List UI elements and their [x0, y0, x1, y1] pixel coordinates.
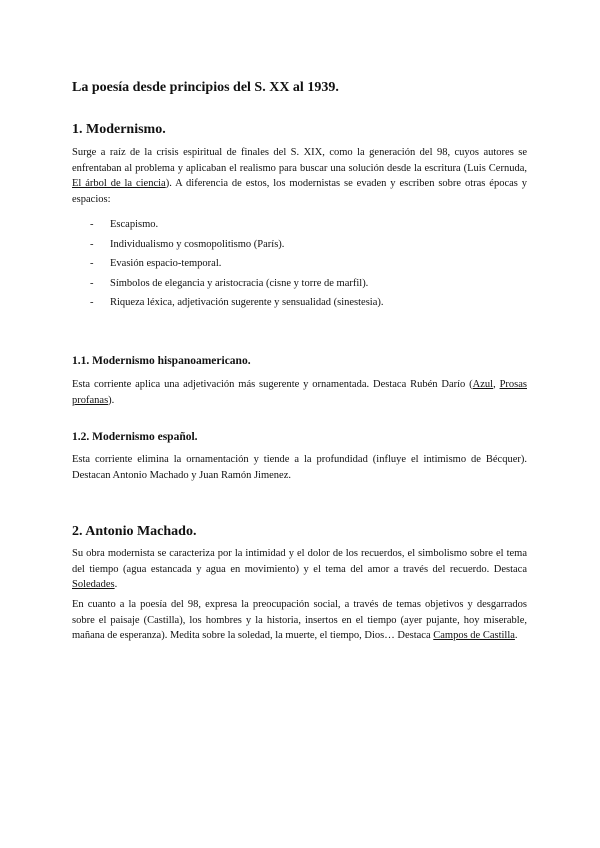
- modernismo-intro-paragraph: [72, 145, 527, 207]
- list-item: - Escapismo.: [90, 217, 510, 237]
- machado-paragraph-1: [72, 546, 527, 593]
- hispano-sep: ,: [493, 379, 500, 390]
- section-heading-hispanoamericano: 1.1. Modernismo hispanoamericano.: [72, 355, 251, 367]
- modernismo-feature-list: [90, 217, 510, 315]
- intro-text-a: Surge a raíz de la crisis espiritual de finales del S. XIX, como la generación del 98, cuyos autores se enfrentaban al problema y aplicaban el realismo para buscar una solución desde la escritura (Luis Cernuda,: [72, 147, 527, 174]
- machado-paragraph-2: [72, 597, 527, 644]
- list-item: - Evasión espacio-temporal.: [90, 256, 510, 276]
- machado-p2-text-a: En cuanto a la poesía del 98, expresa la preocupación social, a través de temas objetivos y desgarrados sobre el paisaje (Castilla), los hombres y la historia, insertos en el tiempo (ayer pujante, hoy miserable, mañana de esperanza). Medita sobre la soledad, la muerte, el tiempo, Dios… Destaca: [72, 599, 527, 641]
- list-item: - Símbolos de elegancia y aristocracia (cisne y torre de marfil).: [90, 276, 510, 296]
- espanol-paragraph: Esta corriente elimina la ornamentación y tiende a la profundidad (influye el intimismo de Bécquer). Destacan Antonio Machado y Juan Ramón Jimenez.: [72, 454, 527, 481]
- hispanoamericano-paragraph: [72, 377, 527, 408]
- list-item: - Riqueza léxica, adjetivación sugerente y sensualidad (sinestesia).: [90, 295, 510, 315]
- machado-p1-text-b: .: [114, 579, 118, 590]
- section-heading-machado: 2. Antonio Machado.: [72, 524, 197, 539]
- section-heading-modernismo: 1. Modernismo.: [72, 122, 166, 137]
- section-heading-espanol: 1.2. Modernismo español.: [72, 431, 198, 443]
- link-soledades: Soledades: [72, 579, 115, 590]
- link-campos-de-castilla: Campos de Castilla: [433, 630, 515, 641]
- list-item: - Individualismo y cosmopolitismo (París).: [90, 237, 510, 257]
- intro-text-b: ). A diferencia de estos, los modernistas se evaden y escriben sobre otras épocas y espacios:: [72, 178, 527, 205]
- hispano-text-a: Esta corriente aplica una adjetivación más sugerente y ornamentada. Destaca Rubén Darío (: [72, 379, 473, 390]
- document-title: La poesía desde principios del S. XX al 1939.: [72, 80, 339, 95]
- link-prosas-profanas: Prosas profanas: [72, 379, 527, 406]
- hispano-text-b: ).: [108, 394, 115, 406]
- intro-link-arbol: El árbol de la ciencia: [72, 178, 166, 189]
- link-azul: Azul: [472, 379, 494, 390]
- machado-p1-text-a: Su obra modernista se caracteriza por la intimidad y el dolor de los recuerdos, el simbolismo sobre el tema del tiempo (agua estancada y agua en movimiento) y el tema del amor a través del recuerdo. Destaca: [72, 548, 527, 575]
- machado-p2-text-b: .: [514, 630, 518, 641]
